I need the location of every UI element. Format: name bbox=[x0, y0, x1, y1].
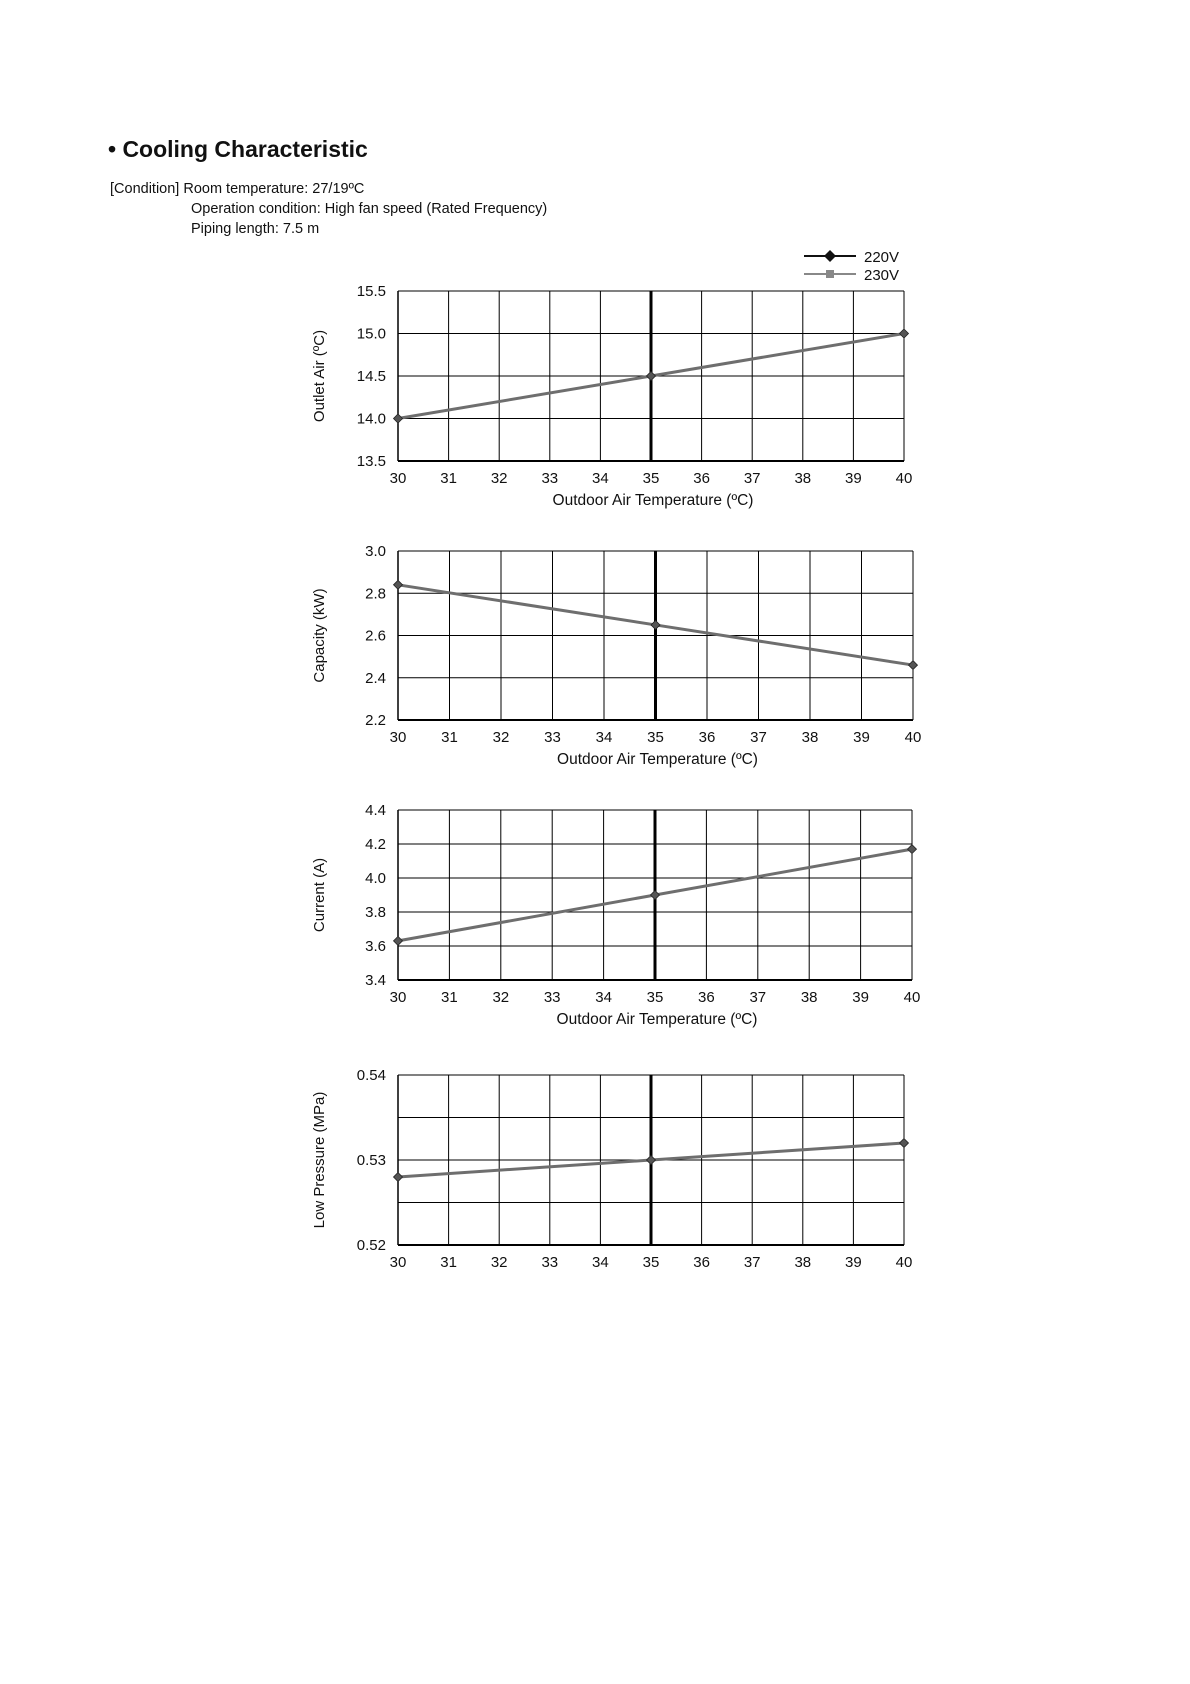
chart-1-point-35 bbox=[647, 372, 656, 381]
chart-3-ytick-3.6: 3.6 bbox=[365, 938, 386, 955]
chart-2-ytick-2.8: 2.8 bbox=[365, 585, 386, 603]
chart-2-ytick-3.0: 3.0 bbox=[365, 543, 386, 560]
page-title: • Cooling Characteristic bbox=[108, 136, 368, 162]
chart-4-xtick-38: 38 bbox=[794, 1254, 812, 1271]
chart-4-ytick-0.54: 0.54 bbox=[356, 1067, 386, 1084]
chart-3-ytick-4.4: 4.4 bbox=[365, 802, 386, 819]
chart-3-xtick-36: 36 bbox=[698, 989, 715, 1006]
chart-2-xtick-40: 40 bbox=[904, 729, 922, 746]
chart-4-xtick-32: 32 bbox=[490, 1254, 508, 1271]
legend-marker-220v bbox=[824, 250, 836, 262]
chart-3-point-40 bbox=[908, 845, 917, 854]
condition-operation: Operation condition: High fan speed (Rated Frequency) bbox=[191, 201, 548, 217]
chart-1-ytick-13.5: 13.5 bbox=[356, 453, 386, 470]
chart-1-ytick-14.0: 14.0 bbox=[356, 410, 386, 428]
chart-4-ytick-0.53: 0.53 bbox=[356, 1152, 386, 1169]
chart-3-xtick-33: 33 bbox=[543, 989, 561, 1006]
chart-1-y-axis-label: Outlet Air (ºC) bbox=[311, 329, 328, 423]
chart-3-ytick-4.2: 4.2 bbox=[365, 836, 386, 853]
chart-4-xtick-36: 36 bbox=[693, 1254, 710, 1271]
chart-2-xtick-36: 36 bbox=[698, 729, 716, 746]
chart-2-xtick-35: 35 bbox=[647, 729, 664, 746]
chart-3-y-axis-label: Current (A) bbox=[311, 857, 328, 933]
chart-3-point-35 bbox=[651, 891, 660, 900]
chart-1-xtick-38: 38 bbox=[794, 470, 812, 487]
chart-2-x-axis-label: Outdoor Air Temperature (ºC) bbox=[557, 751, 758, 768]
chart-3-xtick-32: 32 bbox=[492, 989, 510, 1006]
chart-1-xtick-30: 30 bbox=[389, 470, 407, 487]
chart-1-xtick-33: 33 bbox=[541, 470, 559, 487]
chart-1-ytick-15.5: 15.5 bbox=[356, 283, 386, 300]
chart-2-point-30 bbox=[394, 580, 403, 589]
chart-1-xtick-37: 37 bbox=[743, 470, 761, 487]
chart-2-xtick-34: 34 bbox=[595, 729, 613, 746]
chart-2-ytick-2.2: 2.2 bbox=[365, 712, 386, 729]
condition-room-temperature: [Condition] Room temperature: 27/19ºC bbox=[110, 181, 365, 197]
chart-3-xtick-35: 35 bbox=[646, 989, 664, 1006]
chart-4-ytick-0.52: 0.52 bbox=[356, 1237, 386, 1254]
chart-4-point-40 bbox=[900, 1139, 909, 1148]
chart-3-xtick-40: 40 bbox=[903, 989, 921, 1006]
chart-2-point-40 bbox=[909, 661, 918, 670]
chart-3-xtick-30: 30 bbox=[389, 989, 407, 1006]
chart-4-xtick-39: 39 bbox=[845, 1254, 862, 1271]
chart-4-xtick-33: 33 bbox=[541, 1254, 559, 1271]
chart-2-ytick-2.6: 2.6 bbox=[365, 627, 386, 645]
chart-3-point-30 bbox=[394, 936, 403, 945]
chart-1-xtick-34: 34 bbox=[592, 470, 609, 487]
chart-1-xtick-32: 32 bbox=[490, 470, 508, 487]
chart-3-xtick-34: 34 bbox=[595, 989, 612, 1006]
chart-2-y-axis-label: Capacity (kW) bbox=[311, 588, 328, 683]
legend-label-220v: 220V bbox=[864, 249, 900, 266]
chart-3-xtick-37: 37 bbox=[749, 989, 767, 1006]
chart-3-xtick-39: 39 bbox=[852, 989, 869, 1006]
chart-4-xtick-31: 31 bbox=[440, 1254, 457, 1271]
legend-label-230v: 230V bbox=[864, 267, 900, 284]
chart-1-xtick-40: 40 bbox=[895, 470, 913, 487]
chart-2-xtick-39: 39 bbox=[853, 729, 870, 746]
chart-2-xtick-30: 30 bbox=[389, 729, 407, 746]
chart-3-ytick-3.8: 3.8 bbox=[365, 904, 386, 921]
chart-4-xtick-34: 34 bbox=[592, 1254, 609, 1271]
legend-marker-230v bbox=[826, 270, 834, 278]
chart-1-xtick-36: 36 bbox=[693, 470, 710, 487]
chart-2-xtick-37: 37 bbox=[750, 729, 767, 746]
chart-4-xtick-37: 37 bbox=[743, 1254, 761, 1271]
chart-4-xtick-30: 30 bbox=[389, 1254, 407, 1271]
chart-3-ytick-4.0: 4.0 bbox=[365, 870, 386, 887]
chart-2-xtick-31: 31 bbox=[441, 729, 458, 746]
chart-1-ytick-15.0: 15.0 bbox=[356, 325, 386, 343]
chart-2-xtick-33: 33 bbox=[544, 729, 561, 746]
chart-2-ytick-2.4: 2.4 bbox=[365, 669, 386, 687]
chart-2-point-35 bbox=[651, 620, 660, 629]
chart-3-xtick-31: 31 bbox=[441, 989, 458, 1006]
chart-4-point-30 bbox=[394, 1173, 403, 1182]
chart-4-point-35 bbox=[647, 1156, 656, 1165]
chart-2-xtick-32: 32 bbox=[492, 729, 510, 746]
chart-3-x-axis-label: Outdoor Air Temperature (ºC) bbox=[556, 1011, 758, 1028]
chart-1-point-30 bbox=[394, 414, 403, 423]
chart-3-xtick-38: 38 bbox=[800, 989, 818, 1006]
chart-1-x-axis-label: Outdoor Air Temperature (ºC) bbox=[552, 492, 754, 509]
chart-4-xtick-35: 35 bbox=[642, 1254, 660, 1271]
chart-1-xtick-35: 35 bbox=[642, 470, 660, 487]
chart-1-ytick-14.5: 14.5 bbox=[356, 368, 386, 385]
chart-2-xtick-38: 38 bbox=[801, 729, 819, 746]
condition-piping-length: Piping length: 7.5 m bbox=[191, 221, 320, 237]
chart-1-xtick-31: 31 bbox=[440, 470, 457, 487]
chart-1-point-40 bbox=[900, 329, 909, 338]
chart-4-xtick-40: 40 bbox=[895, 1254, 913, 1271]
chart-3-ytick-3.4: 3.4 bbox=[365, 972, 386, 989]
chart-1-xtick-39: 39 bbox=[845, 470, 862, 487]
chart-4-y-axis-label: Low Pressure (MPa) bbox=[311, 1091, 328, 1229]
